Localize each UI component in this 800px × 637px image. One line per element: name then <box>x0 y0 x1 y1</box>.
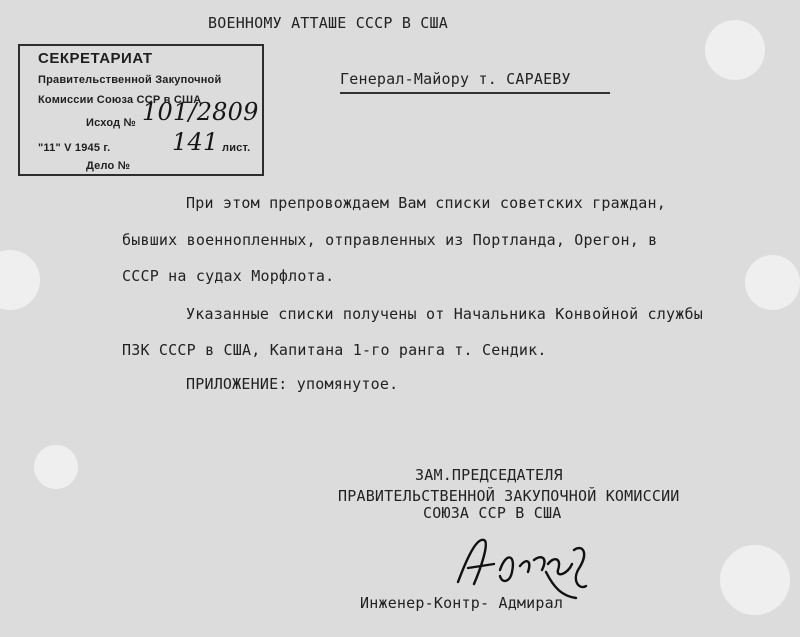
stamp-line1: Правительственной Закупочной <box>38 74 222 86</box>
stamp-sheets-value: 141 <box>172 128 219 156</box>
signatory-rank: Инженер-Контр- Адмирал <box>360 594 564 612</box>
signature-block-line3: СОЮЗА ССР В США <box>423 504 562 522</box>
addressee-name: Генерал-Майору т. САРАЕВУ <box>340 70 571 88</box>
stamp-date-line: "11" V 1945 г. <box>38 142 111 154</box>
stamp-outgoing-label: Исход № <box>86 117 136 129</box>
body-p2-line1: Указанные списки получены от Начальника Конвойной службы <box>186 305 703 323</box>
body-p1-line2: бывших военнопленных, отправленных из Портланда, Орегон, в <box>122 231 658 249</box>
body-p1-line3: СССР на судах Морфлота. <box>122 267 335 285</box>
paper-blotch <box>720 545 790 615</box>
body-p1-line1: При этом препровождаем Вам списки советских граждан, <box>186 194 666 212</box>
stamp-line2: Комиссии Союза ССР в США <box>38 94 202 106</box>
paper-blotch <box>705 20 765 80</box>
stamp-file-label: Дело № <box>86 160 131 172</box>
stamp-sheets-label: лист. <box>222 142 251 154</box>
paper-blotch <box>0 250 40 310</box>
stamp-outgoing-number: 101/2809 <box>142 98 259 126</box>
handwritten-signature <box>450 530 600 600</box>
signature-block-line1: ЗАМ.ПРЕДСЕДАТЕЛЯ <box>415 466 563 484</box>
attachment-line: ПРИЛОЖЕНИЕ: упомянутое. <box>186 375 399 393</box>
body-p2-line2: ПЗК СССР в США, Капитана 1-го ранга т. Сендик. <box>122 341 547 359</box>
paper-blotch <box>745 255 800 310</box>
paper-blotch <box>34 445 78 489</box>
addressee-top: ВОЕННОМУ АТТАШЕ СССР В США <box>208 14 448 32</box>
signature-block-line2: ПРАВИТЕЛЬСТВЕННОЙ ЗАКУПОЧНОЙ КОМИССИИ <box>338 487 680 505</box>
stamp-title: СЕКРЕТАРИАТ <box>38 50 153 67</box>
secretariat-stamp <box>18 44 264 176</box>
addressee-underline <box>340 92 610 94</box>
